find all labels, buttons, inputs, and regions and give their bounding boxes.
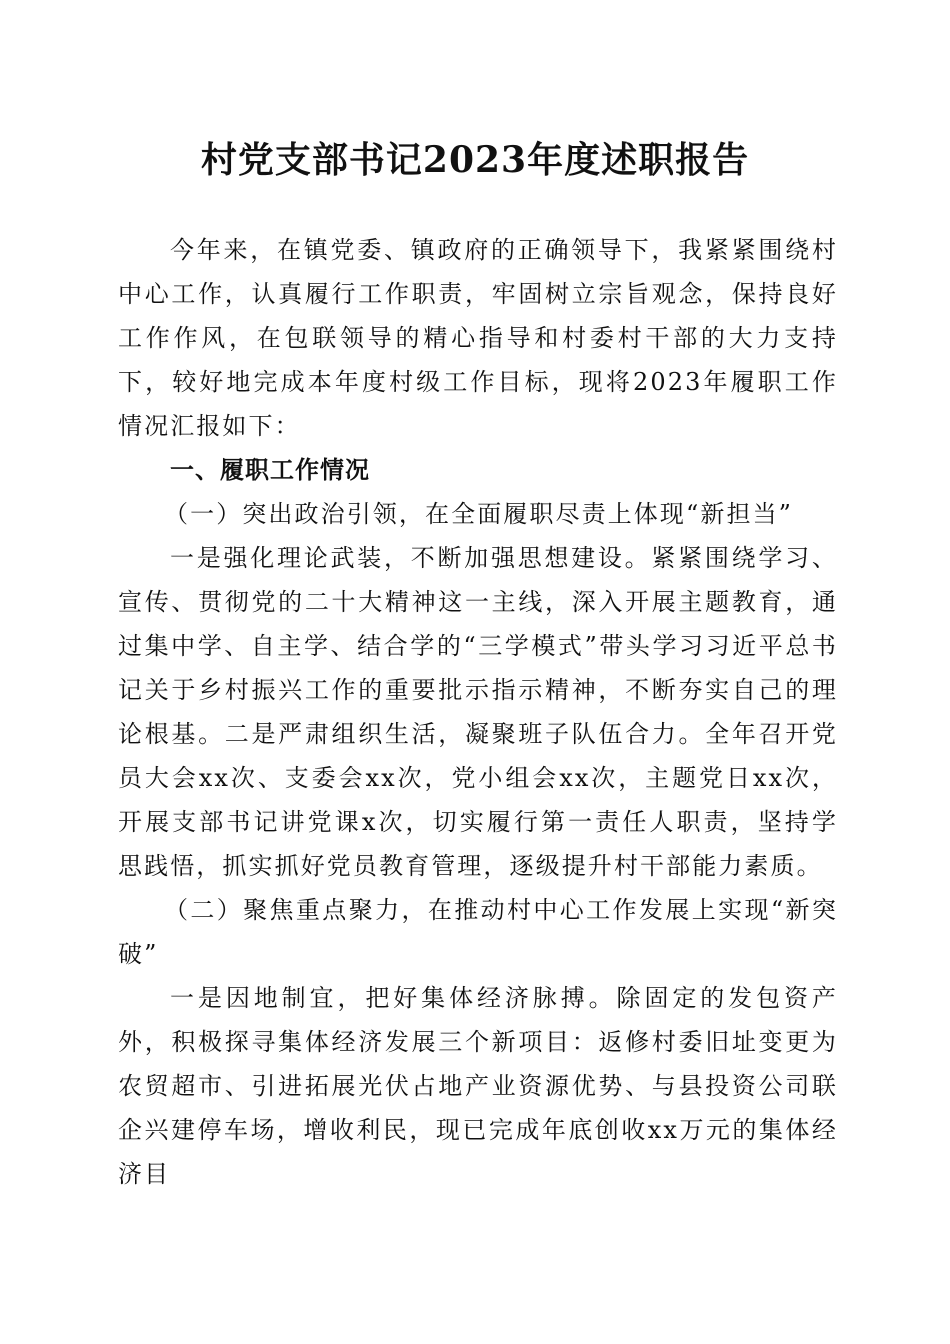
document-title: 村党支部书记2023年度述职报告 (200, 139, 750, 181)
subsection-2-paragraph: 一是因地制宜，把好集体经济脉搏。除固定的发包资产外，积极探寻集体经济发展三个新项目：返修村委旧址变更为农贸超市、引进拓展光伏占地产业资源优势、与县投资公司联企兴建停车场，增收利民，现已完成年底创收xx万元的集体经济目 (118, 984, 838, 1188)
subsection-1-paragraph: 一是强化理论武装，不断加强思想建设。紧紧围绕学习、宣传、贯彻党的二十大精神这一主线，深入开展主题教育，通过集中学、自主学、结合学的“三学模式”带头学习习近平总书记关于乡村振兴工作的重要批示指示精神，不断夯实自己的理论根基。二是严肃组织生活，凝聚班子队伍合力。全年召开党员大会xx次、支委会xx次，党小组会xx次，主题党日xx次，开展支部书记讲党课x次，切实履行第一责任人职责，坚持学思践悟，抓实抓好党员教育管理，逐级提升村干部能力素质。 (118, 544, 838, 880)
document-body (118, 228, 838, 1196)
subsection-heading-1: （一）突出政治引领，在全面履职尽责上体现“新担当” (164, 500, 794, 528)
subsection-heading-2: （二）聚焦重点聚力，在推动村中心工作发展上实现“新突破” (118, 896, 838, 968)
intro-paragraph: 今年来，在镇党委、镇政府的正确领导下，我紧紧围绕村中心工作，认真履行工作职责，牢固树立宗旨观念，保持良好工作作风，在包联领导的精心指导和村委村干部的大力支持下，较好地完成本年度村级工作目标，现将2023年履职工作情况汇报如下： (118, 236, 838, 440)
section-heading-1: 一、履职工作情况 (170, 456, 370, 484)
